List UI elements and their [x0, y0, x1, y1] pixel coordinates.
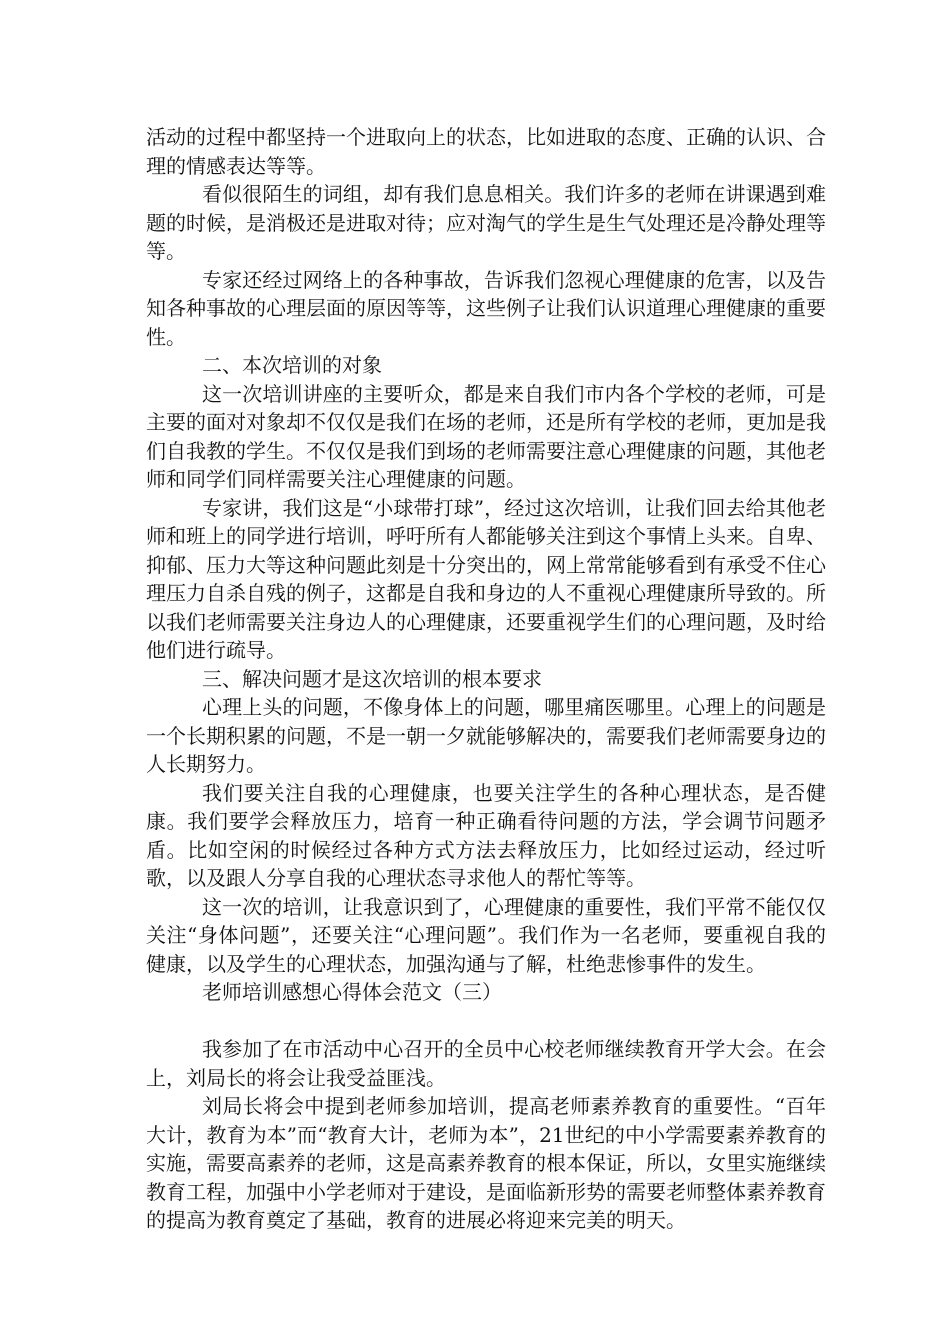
- article-title: 老师培训感想心得体会范文（三）: [202, 980, 502, 1004]
- document-body: [146, 123, 826, 1235]
- paragraph: 专家讲，我们这是“小球带打球”，经过这次培训，让我们回去给其他老师和班上的同学进行培训，呼吁所有人都能够关注到这个事情上头来。自卑、抑郁、压力大等这种问题此刻是十分突出的，网上常常能够看到有承受不住心理压力自杀自残的例子，这都是自我和身边的人不重视心理健康所导致的。所以我们老师需要关注身边人的心理健康，还要重视学生们的心理问题，及时给他们进行疏导。: [146, 495, 826, 662]
- section-heading: 三、解决问题才是这次培训的根本要求: [202, 666, 542, 691]
- paragraph: 刘局长将会中提到老师参加培训，提高老师素养教育的重要性。“百年大计，教育为本”而“教育大计，老师为本”，21世纪的中小学需要素养教育的实施，需要高素养的老师，这是高素养教育的根本保证，所以，女里实施继续教育工程，加强中小学老师对于建设，是面临新形势的需要老师整体素养教育的提高为教育奠定了基础，教育的进展必将迎来完美的明天。: [146, 1094, 826, 1232]
- paragraph: 我参加了在市活动中心召开的全员中心校老师继续教育开学大会。在会上，刘局长的将会让我受益匪浅。: [146, 1037, 826, 1090]
- paragraph: 心理上头的问题，不像身体上的问题，哪里痛医哪里。心理上的问题是一个长期积累的问题，不是一朝一夕就能够解决的，需要我们老师需要身边的人长期努力。: [146, 695, 826, 776]
- section-heading: 二、本次培训的对象: [202, 353, 382, 377]
- paragraph: 看似很陌生的词组，却有我们息息相关。我们许多的老师在讲课遇到难题的时候，是消极还是进取对待；应对淘气的学生是生气处理还是冷静处理等等。: [146, 182, 826, 263]
- paragraph: 这一次培训讲座的主要听众，都是来自我们市内各个学校的老师，可是主要的面对对象却不仅仅是我们在场的老师，还是所有学校的老师，更加是我们自我教的学生。不仅仅是我们到场的老师需要注意心理健康的问题，其他老师和同学们同样需要关注心理健康的问题。: [146, 381, 826, 491]
- paragraph: 这一次的培训，让我意识到了，心理健康的重要性，我们平常不能仅仅关注“身体问题”，还要关注“心理问题”。我们作为一名老师，要重视自我的健康，以及学生的心理状态，加强沟通与了解，杜绝悲惨事件的发生。: [146, 894, 826, 976]
- blank-line: [146, 1007, 826, 1036]
- paragraph-continuation: 活动的过程中都坚持一个进取向上的状态，比如进取的态度、正确的认识、合理的情感表达等等。: [146, 125, 826, 178]
- paragraph: 专家还经过网络上的各种事故，告诉我们忽视心理健康的危害，以及告知各种事故的心理层面的原因等等，这些例子让我们认识道理心理健康的重要性。: [146, 267, 826, 349]
- paragraph: 我们要关注自我的心理健康，也要关注学生的各种心理状态，是否健康。我们要学会释放压力，培育一种正确看待问题的方法，学会调节问题矛盾。比如空闲的时候经过各种方式方法去释放压力，比如经过运动，经过听歌，以及跟人分享自我的心理状态寻求他人的帮忙等等。: [146, 780, 826, 890]
